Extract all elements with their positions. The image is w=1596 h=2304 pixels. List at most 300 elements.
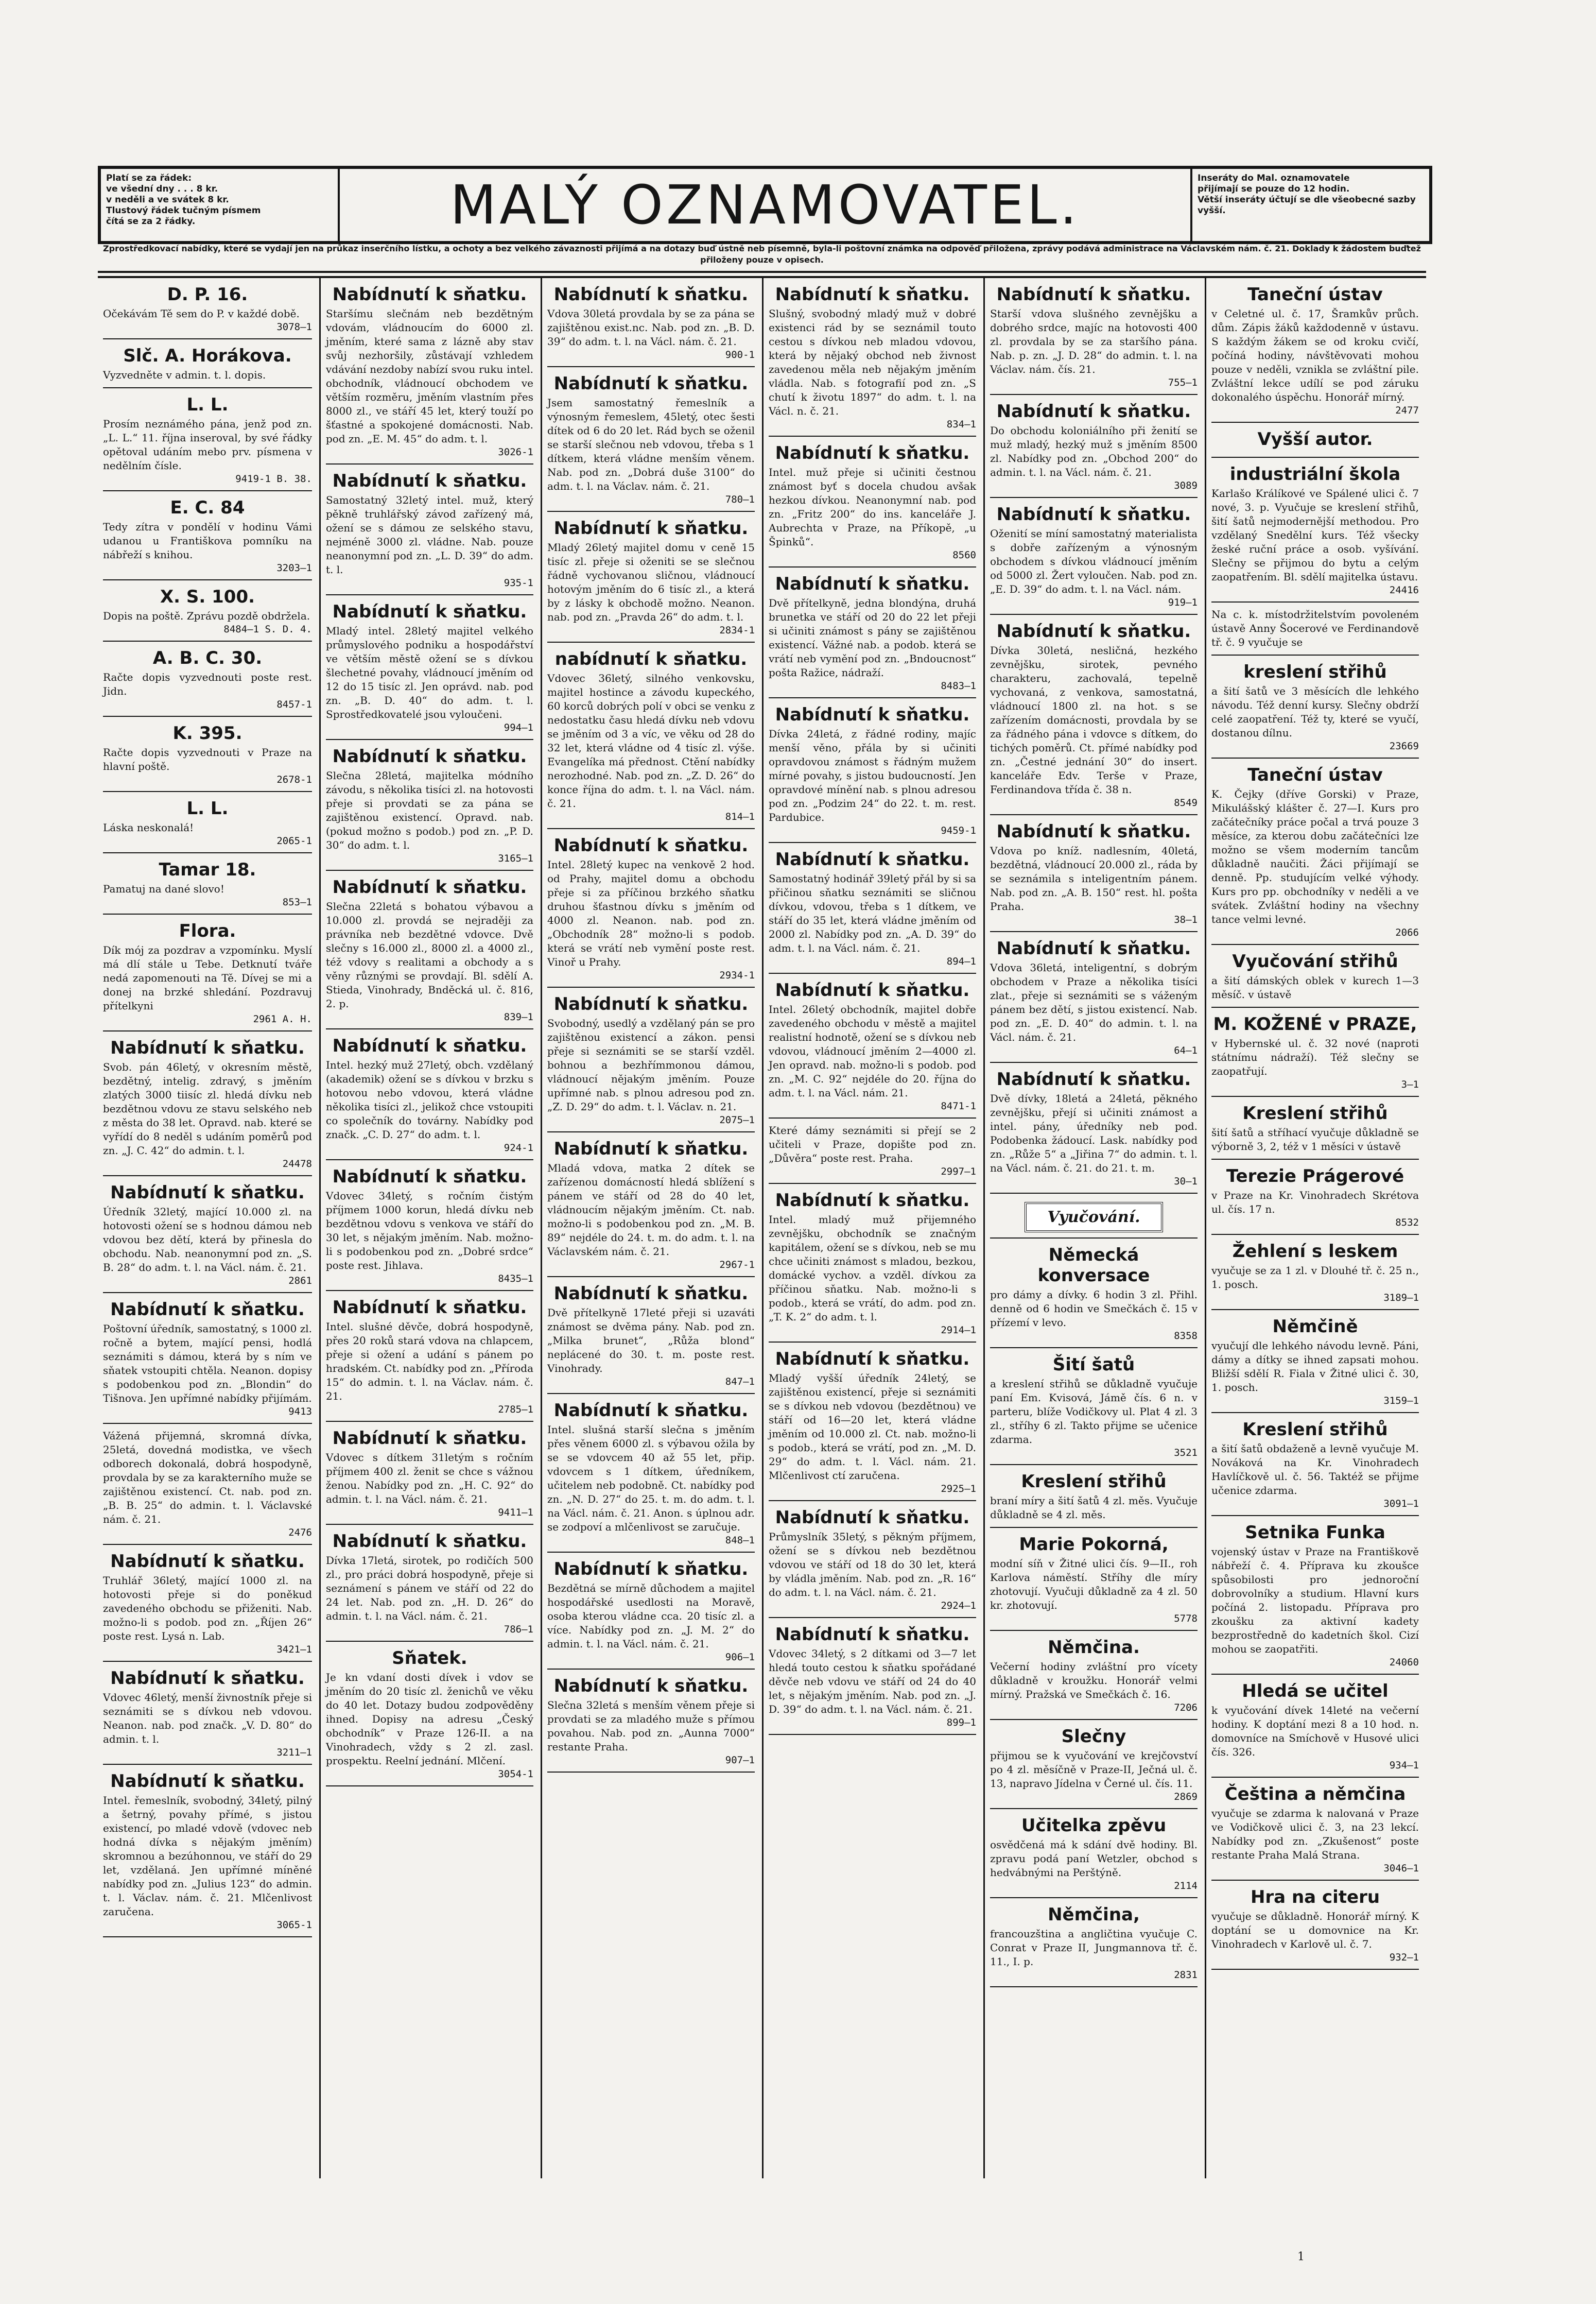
ad-text: Samostatný hodinář 39letý přál by si sa přičinou sňatku seznámiti se sličnou dívkou, vdovou, třeba s 1 dítkem, ve stáří do 35 let, která vládne jměním od 2000 zl. Nabídky pod zn. „A. D. 39“ do adm. t. l. na Václ. nám. č. 21. (769, 872, 976, 954)
ad-text: Vážená přijemná, skromná dívka, 25letá, dovedná modistka, ve všech odborech dokonalá, dobrá hospodyně, provdala by se za karakterního muže se zajištěnou existencí. Ct. nab. pod zn. „B. B. 25“ do admin. t. l. Václavské nám. č. 21. (103, 1430, 312, 1525)
ad-text: K. Čejky (dříve Gorski) v Praze, Mikulášský klášter č. 27—I. Kurs pro začátečníky práce počal a trvá pouze 3 měsíce, za kterou dobu začátečníci lze možno se všem moderním tancům důkladně naučiti. Žáci přijímají se denně. Pp. studujícím velké výhody. Kurs pro pp. obchodníky v neděli a ve svátek. Zvláštní hodiny na všechny tance velmi levné. (1211, 788, 1419, 925)
ad-reference-number: 7206 (1174, 1702, 1198, 1713)
ad-reference-number: 3203—1 (276, 562, 312, 574)
ad-reference-number: 2869 (1174, 1791, 1198, 1802)
classified-ad (547, 370, 755, 512)
ad-reference-number: 8435—1 (498, 1273, 533, 1284)
ad-heading: Hledá se učitel (1242, 1681, 1389, 1701)
classified-ad (1211, 606, 1419, 656)
ad-heading: Učitelka zpěvu (1021, 1815, 1167, 1836)
ad-text: Intel. 28letý kupec na venkově 2 hod. od Prahy, majitel domu a obchodu přeje si za příčinou brzkého sňatku druhou šťastnou dívku s jměním od 4000 zl. Neanon. nab. pod zn. „Obchodník 28“ možno-li s podob. která se vrátí neb vymění poste rest. Vinoř u Prahy. (547, 858, 755, 968)
classified-ad (990, 1723, 1198, 1809)
ad-heading: Nabídnutí k sňatku. (332, 746, 527, 767)
ad-heading: Čeština a němčina (1224, 1784, 1406, 1804)
ad-text: Intel. slušná starší slečna s jměním přes věnem 6000 zl. s výbavou ožila by se se vdovcem 40 až 55 let, přip. vdovcem s 1 dítkem, úředníkem, učitelem neb podobně. Ct. nabídky pod zn. „N. D. 27“ do 25. t. m. do adm. t. l. na Václ. nám. č. 21. Anon. s úplnou adr. se zodpoví a mlčenlivost se zaručuje. (547, 1423, 755, 1533)
ad-reference-number: 847—1 (725, 1376, 755, 1387)
ad-heading: Hra na citeru (1250, 1887, 1380, 1907)
ad-text: a šití šatů ve 3 měsících dle lehkého návodu. Též denní kursy. Slečny obdrží celé zaopatření. Též ty, které se vyučí, dostanou dílnu. (1211, 685, 1419, 739)
ad-text: Očekávám Tě sem do P. v každé době. (103, 307, 300, 320)
classified-ad (990, 1901, 1198, 1987)
ad-reference-number: 3065-1 (276, 1919, 312, 1931)
administration-notice: Zprostředkovací nabídky, které se vydají jen na průkaz inserčního lístku, a ochoty a bez velkého závaznosti přijímá a na dotazy buď ústně neb písemně, byla-li poštovní známka na odpověď přiložena, zprávy podává administrace na Václavském nám. č. 21. Doklady k žádostem buďtež přiloženy pouze v opisech. (98, 243, 1426, 273)
insertion-notice: Inseráty do Mal. oznamovatele přijímají se pouze do 12 hodin. Větší inseráty účtují se dle všeobecné sazby vyšší. (1190, 169, 1429, 241)
ad-text: přijmou se k vyučování ve krejčovství po 4 zl. měsíčně v Praze-II, Ječná ul. č. 13, napravo Jídelna v Černé ul. čís. 11. (990, 1749, 1198, 1790)
ad-heading: Nabídnutí k sňatku. (332, 1297, 527, 1318)
classified-ad (990, 1812, 1198, 1898)
classified-ad (990, 1468, 1198, 1528)
ad-text: v Hybernské ul. č. 32 nové (naproti státnímu nádraží). Též slečny se zaopatřují. (1211, 1037, 1419, 1077)
ad-reference-number: 3421—1 (276, 1644, 312, 1655)
ad-reference-number: 3211—1 (276, 1747, 312, 1758)
ad-heading: Nabídnutí k sňatku. (996, 621, 1191, 642)
ad-heading: Nabídnutí k sňatku. (332, 1428, 527, 1449)
ad-reference-number: 9411—1 (498, 1507, 533, 1518)
ad-reference-number: 906—1 (725, 1652, 755, 1663)
ad-text: Intel. 26letý obchodník, majitel dobře zavedeného obchodu v městě a majitel realistní hodnotě, ožení se s dívkou neb vdovou, vládnoucí jměním 2—4000 zl. Jen opravd. nab. možno-li s podob. pod zn. „M. C. 92“ nejdéle do 20. října do adm. t. l. na Václ. nám. 21. (769, 1003, 976, 1099)
classified-ad (990, 1351, 1198, 1465)
ad-text: vyučuje se za 1 zl. v Dlouhé tř. č. 25 n., 1. posch. (1211, 1264, 1419, 1291)
ad-text: v Celetné ul. č. 17, Šramkův průch. dům. Zápis žáků každodenně v ústavu. S každým žákem se od kroku cvičí, počíná hodiny, návštěvovati mohou pouze v neděli, vznikla se zvláštní pile. Zvláštní lekce udílí se pod záruku dokonalého úspěchu. Honorář mírný. (1211, 307, 1419, 403)
ad-heading: Nabídnutí k sňatku. (775, 284, 970, 305)
ad-reference-number: 2066 (1395, 927, 1419, 938)
ad-heading: Nabídnutí k sňatku. (332, 877, 527, 898)
ad-heading: Slč. A. Horákova. (123, 346, 292, 366)
classified-ad (547, 1280, 755, 1394)
ad-heading: Nabídnutí k sňatku. (775, 1349, 970, 1369)
ad-heading: Němčina, (1048, 1904, 1140, 1925)
ad-text: Staršímu slečnám neb bezdětným vdovám, vládnoucím do 6000 zl. jměním, které sama z lázně aby stav svůj nezhoršily, zůstávají vzhledem vdávání nezdoby nabízí svou ruku intel. obchodník, vládnoucí obchodem ve větším rozměru, jměním vlastním přes 8000 zl., ve stáří 45 let, který touží po šťastné a spokojené domácnosti. Nab. pod zn. „E. M. 45“ do adm. t. l. (326, 307, 533, 445)
ad-reference-number: 2834-1 (719, 625, 755, 636)
ad-reference-number: 2114 (1174, 1880, 1198, 1892)
ad-reference-number: 3—1 (1401, 1079, 1419, 1090)
ad-heading: K. 395. (172, 723, 242, 744)
ad-reference-number: 8549 (1174, 797, 1198, 809)
ad-reference-number: 24060 (1389, 1657, 1419, 1668)
ad-text: Vdova 30letá provdala by se za pána se zajištěnou exist.nc. Nab. pod zn. „B. D. 39“ do adm. t. l. na Václ. nám. č. 21. (547, 307, 755, 348)
classified-ad (769, 1504, 976, 1618)
classified-ad (1211, 1416, 1419, 1516)
classified-ad (547, 646, 755, 829)
ad-heading: Sňatek. (392, 1648, 467, 1669)
ad-heading: Nabídnutí k sňatku. (775, 704, 970, 725)
ad-reference-number: 8457-1 (276, 699, 312, 710)
classified-ad (1211, 659, 1419, 759)
ad-reference-number: 2961 A. H. (253, 1013, 312, 1025)
ad-reference-number: 786—1 (504, 1624, 533, 1635)
classified-ad (547, 1673, 755, 1773)
ad-reference-number: 23669 (1389, 741, 1419, 752)
ad-text: Vdova 36letá, inteligentní, s dobrým obchodem v Praze a několika tisíci zlat., přeje si seznámiti se s váženým pánem bez dětí, s jistou existencí. Nab. pod zn. „E. D. 40“ do admin. t. l. na Václ. nám. č. 21. (990, 961, 1198, 1043)
classified-ad (103, 1427, 312, 1545)
ad-reference-number: 894—1 (946, 956, 976, 967)
ad-text: Vdova po kníž. nadlesním, 40letá, bezdětná, vládnoucí 20.000 zl., ráda by se seznámila s inteligentním pánem. Nab. pod zn. „A. B. 150“ rest. hl. pošta Praha. (990, 845, 1198, 913)
ad-reference-number: 2831 (1174, 1969, 1198, 1981)
ad-text: Truhlář 36letý, mající 1000 zl. na hotovosti přeje si do poněkud zavedeného obchodu se přiženiti. Nab. možno-li s podob. pod zn. „Říjen 26“ poste rest. Lysá n. Lab. (103, 1574, 312, 1642)
ad-text: Svobodný, usedlý a vzdělaný pán se pro zajištěnou existencí a zákon. pensi přeje si seznámiti se se starší vzděl. bohnou a bezhřímmonou dámou, vládnoucí nějakým jměním. Pouze upřímné nab. s plnou adresou pod zn. „Z. D. 29“ do adm. t. l. Václav. n. 21. (547, 1017, 755, 1113)
classified-ad (769, 281, 976, 437)
classified-ad (1211, 1884, 1419, 1970)
classified-ad (990, 501, 1198, 615)
classified-ad (103, 391, 312, 491)
classified-ad (103, 856, 312, 915)
classified-ad (547, 1397, 755, 1553)
ad-text: Tedy zítra v pondělí v hodinu Vámi udanou u Františkova pomníku na nábřeží s knihou. (103, 521, 312, 561)
classified-ad (103, 342, 312, 388)
ad-text: Pamatuj na dané slovo! (103, 883, 224, 895)
ad-text: Láska neskonalá! (103, 821, 194, 834)
ad-text: pro dámy a dívky. 6 hodin 3 zl. Přihl. denně od 6 hodin ve Smečkách č. 15 v přízemí v levo. (990, 1288, 1198, 1329)
newspaper-page (77, 154, 1447, 2183)
ad-text: osvědčená má k sdání dvě hodiny. Bl. zpravu podá paní Wetzler, obchod s hedvábnými na Perštýně. (990, 1838, 1198, 1879)
ad-reference-number: 2477 (1395, 405, 1419, 416)
classified-ad (547, 1556, 755, 1670)
classified-ad (103, 645, 312, 717)
ad-text: šití šatů a stříhací vyučuje důkladně se výborně 3, 2, též v 1 měsíci v ústavě (1211, 1126, 1419, 1153)
ad-text: Poštovní úředník, samostatný, s 1000 zl. ročně a bytem, mající pensi, hodlá seznámiti s dámou, která by s ním ve sňatek vstoupiti chtěla. Neanon. dopisy s podobenkou pod zn. „Blondin“ do Tišnova. Jen upřímné nabídky přijímám. (103, 1322, 313, 1404)
ad-text: Mladý vyšší úředník 24letý, se zajištěnou existencí, přeje si seznámiti se s dívkou neb vdovou (bezdětnou) ve stáří od 16—20 let, která vládne jměním od 10.000 zl. Ct. nab. možno-li s podob., která se vrátí, pod zn. „M. D. 29“ do adm. t. l. Václ. nám. 21. Mlčenlivost ctí zaručena. (769, 1372, 976, 1482)
column-1 (98, 278, 319, 2178)
ad-heading: L. L. (186, 798, 229, 819)
ad-heading: Nabídnutí k sňatku. (553, 994, 749, 1015)
ad-text: vojenský ústav v Praze na Františkově nábřeží č. 4. Příprava ku zkoušce spůsobilosti pro jednoroční dobrovolníky a studium. Hlavní kurs počíná 2. listopadu. Příprava pro zkoušku za aktivní kadety bezprostředně do kadetních škol. Cizí mohou se zaopatřiti. (1211, 1545, 1419, 1655)
ad-text: Vyzvedněte v admin. t. l. dopis. (103, 369, 266, 381)
ad-text: Večerní hodiny zvláštní pro vícety důkladně v kroužku. Honorář velmi mírný. Pražská ve Smečkách č. 16. (990, 1660, 1198, 1700)
ad-text: a šití dámských oblek v kurech 1—3 měsíč. v ústavě (1211, 974, 1419, 1001)
ad-reference-number: 2934-1 (719, 970, 755, 981)
classified-ad (103, 720, 312, 792)
ad-heading: Nabídnutí k sňatku. (332, 471, 527, 491)
classified-ad (103, 795, 312, 853)
ad-heading: Nabídnutí k sňatku. (110, 1299, 305, 1320)
classified-ad (769, 1122, 976, 1184)
ad-heading: Nabídnutí k sňatku. (553, 1676, 749, 1696)
ad-text: Dopis na poště. Zprávu pozdě obdržela. (103, 610, 310, 622)
ad-text: Dívka 30letá, nesličná, hezkého zevnějšku, sirotek, pevného charakteru, zachovalá, tepelně vychovaná, z venkova, samostatná, vládnoucí 1800 zl. na hot. s se zařízením domácnosti, provdala by se za řádného pána i vdovce s dítkem, do tichých poměrů. Ct. přímé nabídky pod zn. „Čestné jednání 30“ do insert. kanceláře Edv. Terše v Praze, Ferdinandova třída č. 38 n. (990, 644, 1198, 796)
ad-columns (98, 276, 1426, 2178)
ad-text: Vdovec 34letý, s 2 dítkami od 3—7 let hledá touto cestou k sňatku spořádané děvče neb vdovu ve stáří od 24 do 40 let, s nějakým jměním. Nab. pod zn. „J. D. 39“ do adm. t. l. na Václ. nám. č. 21. (769, 1647, 976, 1715)
classified-ad (1211, 1519, 1419, 1675)
ad-reference-number: 2861 (288, 1275, 312, 1286)
classified-ad (103, 583, 312, 642)
ad-text: vyučují dle lehkého návodu levně. Páni, dámy a dítky se ihned zapsati mohou. Bližší sdělí R. Fiala v Žitné ulici č. 30, 1. posch. (1211, 1339, 1419, 1394)
ad-text: Svob. pán 46letý, v okresním městě, bezdětný, intelig. zdravý, s jměním zlatých 3000 tiisíc zl. hledá dívku neb bezdětnou vdovu ze stavu selského neb z města do 38 let. Opravd. nab. které se vyřídí do 8 neděl s udáním poměrů pod zn. „J. C. 42“ do admin. t. l. (103, 1061, 312, 1157)
classified-ad (990, 1066, 1198, 1194)
ad-heading: Němčina. (1048, 1637, 1140, 1658)
ad-heading: nabídnutí k sňatku. (554, 649, 748, 669)
ad-heading: Flora. (179, 921, 236, 941)
classified-ad (103, 918, 312, 1031)
classified-ad (1211, 1238, 1419, 1310)
ad-text: Intel. slušné děvče, dobrá hospodyně, přes 20 roků stará vdova na chlapcem, přeje si ožení a udání s pánem po hradském. Ct. nabídky pod zn. „Příroda 15“ do admin. t. l. na Václav. nám. č. 21. (326, 1320, 533, 1402)
ad-text: Oženití se míní samostatný materialista s dobře zařízeným a výnosným obchodem s dívkou vládnoucí jměním od 5000 zl. Žert vyloučen. Nab. pod zn. „E. D. 39“ do adm. t. l. na Václ. nám. (990, 527, 1198, 595)
classified-ad (103, 1768, 312, 1937)
ad-text: Račte dopis vyzvednouti v Praze na hlavní poště. (103, 746, 312, 772)
ad-heading: Žehlení s leskem (1232, 1241, 1398, 1262)
ad-heading: Němčině (1272, 1316, 1358, 1337)
section-header (990, 1197, 1198, 1239)
ad-heading: Nabídnutí k sňatku. (775, 1624, 970, 1645)
classified-ad (547, 991, 755, 1132)
classified-ad (103, 1035, 312, 1176)
classified-ad (990, 1634, 1198, 1720)
classified-ad (103, 1665, 312, 1765)
classified-ad (547, 1136, 755, 1277)
ad-reference-number: 839—1 (504, 1011, 533, 1023)
classified-ad (1211, 948, 1419, 1008)
ad-reference-number: 834—1 (946, 419, 976, 430)
ad-reference-number: 8471-1 (941, 1101, 976, 1112)
ad-text: Mladý intel. 28letý majitel velkého průmyslového podniku a hospodářství ve větším městě ožení se s dívkou šlechetné povahy, vládnoucí jměním od 12 do 15 tisíc zl. Jen oprávd. nab. pod zn. „B. D. 40“ do adm. t. l. Sprostředkovatelé jsou vyloučeni. (326, 625, 533, 720)
ad-heading: X. S. 100. (160, 587, 255, 607)
ad-heading: Nabídnutí k sňatku. (553, 1559, 749, 1579)
classified-ad (990, 1242, 1198, 1348)
ad-reference-number: 934—1 (1389, 1760, 1419, 1771)
classified-ad (1211, 1163, 1419, 1235)
classified-ad (1211, 461, 1419, 603)
ad-reference-number: 8532 (1395, 1217, 1419, 1228)
ad-text: Dívka 17letá, sirotek, po rodičích 500 zl., pro práci dobrá hospodyně, přeje si seznámení s pánem ve stáří od 22 do 24 let. Nab. pod zn. „H. D. 26“ do admin. t. l. na Václ. nám. č. 21. (326, 1554, 533, 1622)
classified-ad (769, 977, 976, 1119)
ad-reference-number: 2075—1 (719, 1114, 755, 1126)
ad-heading: Nabídnutí k sňatku. (775, 849, 970, 870)
classified-ad (1211, 1100, 1419, 1160)
ad-text: Dvě dívky, 18letá a 24letá, pěkného zevnějšku, přejí si učiniti známost a intel. pány, úředníky neb pod. Podobenka žádoucí. Lask. nabídky pod zn. „Růže 5“ a „Jiřina 7“ do admin. t. l. na Václ. nám. č. 21. do 21. t. m. (990, 1092, 1198, 1174)
ad-heading: E. C. 84 (170, 497, 245, 518)
ad-heading: Nabídnutí k sňatku. (332, 284, 527, 305)
ad-heading: Taneční ústav (1247, 765, 1383, 785)
classified-ad (990, 1531, 1198, 1631)
ad-heading: Kreslení střihů (1242, 1103, 1388, 1124)
column-5 (983, 278, 1205, 2178)
ad-reference-number: 994—1 (504, 722, 533, 733)
ad-reference-number: 2785—1 (498, 1404, 533, 1415)
column-2 (319, 278, 541, 2178)
ad-text: k vyučování dívek 14leté na večerní hodiny. K doptání mezi 8 a 10 hod. n. domovníce na Smíchově v Husové ulici čís. 326. (1211, 1704, 1419, 1758)
ad-heading: Taneční ústav (1247, 284, 1383, 305)
ad-reference-number: 3159—1 (1383, 1395, 1419, 1406)
ad-reference-number: 24416 (1389, 584, 1419, 596)
ad-text: v Praze na Kr. Vinohradech Skrétova ul. čís. 17 n. (1211, 1189, 1419, 1215)
classified-ad (1211, 281, 1419, 423)
classified-ad (326, 1033, 533, 1160)
classified-ad (990, 618, 1198, 815)
ad-text: francouzština a angličtina vyučuje C. Conrat v Praze II, Jungmannova tř. č. 11., I. p. (990, 1928, 1198, 1968)
ad-text: Dívka 24letá, z řádné rodiny, majíc menší věno, přála by si učiniti opravdovou známost s řádným mužem mírné povahy, s jistou budoucností. Jen opravdové mínění nab. s plnou adresou pod zn. „Podzim 24“ do 22. t. m. rest. Pardubice. (769, 728, 976, 823)
ad-heading: Nabídnutí k sňatku. (332, 1036, 527, 1056)
ad-reference-number: 2065-1 (276, 835, 312, 847)
ad-reference-number: 3091—1 (1383, 1498, 1419, 1509)
classified-ad (103, 1296, 312, 1424)
classified-ad (326, 281, 533, 465)
classified-ad (547, 832, 755, 988)
classified-ad (326, 874, 533, 1029)
ad-heading: Kreslení střihů (1242, 1419, 1388, 1440)
classified-ad (326, 1163, 533, 1291)
ad-heading: Nabídnutí k sňatku. (553, 1139, 749, 1159)
classified-ad (769, 440, 976, 568)
ad-reference-number: 64—1 (1174, 1045, 1198, 1056)
classified-ad (769, 701, 976, 843)
ad-heading: Nabídnutí k sňatku. (996, 401, 1191, 422)
ad-reference-number: 3189—1 (1383, 1292, 1419, 1303)
ad-reference-number: 2997—1 (941, 1166, 976, 1177)
ad-text: a šití šatů obdaženě a levně vyučuje M. Nováková na Kr. Vinohradech Havlíčkově ul. č. 56. Taktéž se přijme učenice zdarma. (1211, 1442, 1419, 1497)
ad-heading: Nabídnutí k sňatku. (553, 284, 749, 305)
classified-ad (769, 846, 976, 974)
ad-text: vyučuje se důkladně. Honorář mírný. K doptání se u domovnice na Kr. Vinohradech v Karlově ul. č. 7. (1211, 1910, 1419, 1950)
ad-heading: Nabídnutí k sňatku. (775, 1507, 970, 1528)
ad-heading: Nabídnutí k sňatku. (553, 518, 749, 539)
ad-text: Dík mój za pozdrav a vzpomínku. Myslí má dlí stále u Tebe. Detknutí tváře nedá zapomenouti na Tě. Dívej se mi a donej na brzké shledání. Pozdravuj přítelkyni (103, 944, 312, 1012)
ad-text: Intel. hezký muž 27letý, obch. vzdělaný (akademik) ožení se s dívkou v brzku s hotovou nebo vdovou, která vládne několika tisíci zl., jelikož chce vstoupiti co společník do továrny. Nabídky pod značk. „C. D. 27“ do adm. t. l. (326, 1059, 533, 1141)
ad-text: Vdovec 34letý, s ročním čistým příjmem 1000 korun, hledá dívku neb bezdětnou vdovu s venkova ve stáří do 30 let, s nějakým jměním. Nab. možno-li s podobenkou pod zn. „Dobré srdce“ poste rest. Jihlava. (326, 1190, 533, 1271)
ad-text: braní míry a šití šatů 4 zl. měs. Vyučuje důkladně se 4 zl. měs. (990, 1494, 1198, 1521)
ad-text: Vdovec 36letý, silného venkovsku, majitel hostince a závodu kupeckého, 60 korců dobrých polí v obci se venku z nedostatku času hledá dívku neb vdovu se jměním od 3 a víc, ve věku od 28 do 32 let, která vládne od 4 tisíc zl. výše. Evangelíka má přednost. Ctění nabídky nerozhodné. Nab. pod zn. „Z. D. 26“ do konce října do adm. t. l. na Václ. nám. č. 21. (547, 672, 755, 810)
ad-reference-number: 853—1 (282, 897, 312, 908)
ad-text: Průmyslník 35letý, s pěkným příjmem, ožení se s dívkou neb bezdětnou vdovou ve stáří od 18 do 30 let, která by vládla jměním. Nab. pod zn. „R. 16“ do adm. t. l. na Václ. nám. č. 21. (769, 1531, 976, 1598)
classified-ad (1211, 1313, 1419, 1413)
ad-heading: Nabídnutí k sňatku. (775, 443, 970, 463)
ad-heading: Vyučování střihů (1232, 951, 1398, 972)
ad-text: Mladý 26letý majitel domu v ceně 15 tisíc zl. přeje si oženiti se se slečnou řádně vychovanou sličnou, vládnoucí hotovým jměním do 6 tisíc zl., a která by z lásky k obchodě možno. Neanon. nab. pod zn. „Pravda 26“ do adm. t. l. (547, 541, 755, 623)
page-number: 1 (1297, 2250, 1305, 2263)
ad-heading: Nabídnutí k sňatku. (110, 1551, 305, 1572)
ad-heading: Nabídnutí k sňatku. (110, 1668, 305, 1689)
classified-ad (1211, 1678, 1419, 1778)
ad-heading: Nabídnutí k sňatku. (332, 1531, 527, 1552)
ad-heading: Kreslení střihů (1021, 1471, 1167, 1492)
ad-reference-number: 9419-1 B. 38. (235, 473, 312, 485)
ad-heading: Nabídnutí k sňatku. (110, 1182, 305, 1203)
classified-ad (769, 1621, 976, 1735)
ad-reference-number: 5778 (1174, 1613, 1198, 1624)
ad-heading: industriální škola (1229, 464, 1401, 485)
ad-text: Dvě přítelkyně, jedna blondýna, druhá brunetka ve stáří od 20 do 22 let přeji si učiniti známost s pány se zajištěnou existencí. Vážné nab. a podob. která se vrátí neb vymění pod zn. „Bndoucnost“ pošta Ražice, nádraží. (769, 597, 976, 679)
ad-reference-number: 932—1 (1389, 1952, 1419, 1963)
ad-reference-number: 2925—1 (941, 1483, 976, 1494)
ad-heading: Nabídnutí k sňatku. (553, 373, 749, 394)
classified-ad (326, 468, 533, 595)
ad-text: modní síň v Žitné ulici čís. 9—II., roh Karlova náměstí. Stříhy dle míry zhotovují. Vyučuji důkladně za 4 zl. 50 kr. zhotovují. (990, 1557, 1198, 1611)
ad-heading: Nabídnutí k sňatku. (775, 1190, 970, 1211)
ad-heading: Šití šatů (1052, 1354, 1135, 1375)
ad-reference-number: 3165—1 (498, 853, 533, 864)
ad-reference-number: 3046—1 (1383, 1863, 1419, 1874)
ad-reference-number: 30—1 (1174, 1176, 1198, 1187)
masthead (98, 166, 1432, 244)
ad-heading: Nabídnutí k sňatku. (996, 938, 1191, 959)
ad-text: Vdovec 46letý, menší živnostník přeje si seznámiti se s dívkou neb vdovou. Neanon. nab. pod značk. „V. D. 80“ do admin. t. l. (103, 1691, 312, 1745)
ad-heading: Nabídnutí k sňatku. (996, 504, 1191, 525)
classified-ad (990, 281, 1198, 395)
ad-text: Starší vdova slušného zevnějšku a dobrého srdce, majíc na hotovosti 400 zl. provdala by se za staršího pána. Nab. p. zn. „J. D. 28“ do admin. t. l. na Václav. nám. čís. 21. (990, 307, 1198, 375)
ad-text: Slečna 28letá, majitelka módního závodu, s několika tisíci zl. na hotovosti přeje si provdati se za pána se zajištěnou existencí. Opravd. nab. (pokud možno s podob.) pod zn. „P. D. 30“ do adm. t. l. (326, 769, 533, 851)
ad-heading: Nabídnutí k sňatku. (332, 601, 527, 622)
ad-reference-number: 8484—1 S. D. 4. (223, 624, 312, 635)
ad-reference-number: 8358 (1174, 1330, 1198, 1342)
ad-heading: L. L. (186, 394, 229, 415)
ad-heading: Slečny (1061, 1726, 1126, 1747)
classified-ad (326, 598, 533, 740)
column-3 (541, 278, 762, 2178)
ad-reference-number: 2967-1 (719, 1259, 755, 1270)
ad-text: Samostatný 32letý intel. muž, který pěkně truhlářský závod zařízený má, ožení se s dámou ze selského stavu, nejméně 3000 zl. vládne. Nab. pouze neanonymní pod zn. „L. D. 39“ do adm. t. l. (326, 494, 533, 576)
ad-heading: Nabídnutí k sňatku. (110, 1771, 305, 1792)
classified-ad (326, 1645, 533, 1786)
classified-ad (103, 494, 312, 580)
ad-text: Bezdětná se mírně důchodem a majitel hospodářské usedlosti na Moravě, osoba kterou vládne cca. 20 tisíc zl. a více. Nabídky pod zn. „J. M. 2“ do admin. t. l. na Václ. nám. č. 21. (547, 1582, 755, 1650)
ad-reference-number: 38—1 (1174, 914, 1198, 925)
ad-reference-number: 848—1 (725, 1535, 755, 1546)
section-title: Vyučování. (1025, 1202, 1163, 1232)
ad-text: Slečna 22letá s bohatou výbavou a 10.000 zl. provdá se nejraději za právníka neb bezdětné vdovce. Dvě slečny s 16.000 zl., 8000 zl. a 4000 zl., též vdovy s realitami a obchody a s věny různými se provdají. Bl. sdělí A. Stieda, Vinohrady, Bnděcká ul. č. 816, 2. p. (326, 900, 533, 1010)
classified-ad (1211, 1011, 1419, 1097)
ad-reference-number: 3026-1 (498, 446, 533, 458)
ad-reference-number: 935-1 (504, 577, 533, 589)
classified-ad (1211, 1781, 1419, 1881)
ad-reference-number: 3054-1 (498, 1768, 533, 1780)
ad-text: Račte dopis vyzvednouti poste rest. Jidn. (103, 671, 312, 697)
classified-ad (1211, 426, 1419, 458)
classified-ad (103, 1179, 312, 1293)
ad-reference-number: 9413 (288, 1406, 312, 1417)
ad-text: Intel. řemeslník, svobodný, 34letý, pilný a šetrný, povahy přímé, s jistou existencí, po mladé vdově (vdovec neb hodná dívka s nějakým jměním) skromnou a bezúhonnou, ve stáří do 29 let, vzdělaná. Jen upřímné míněné nabídky pod zn. „Julius 123“ do admin. t. l. Václav. nám. č. 21. Mlčenlivost zaručena. (103, 1794, 312, 1918)
ad-text: Na c. k. místodržitelstvím povoleném ústavě Anny Šocerové ve Ferdinandově tř. č. 9 vyučuje se (1211, 608, 1419, 648)
ad-reference-number: 907—1 (725, 1755, 755, 1766)
ad-heading: Nabídnutí k sňatku. (996, 1069, 1191, 1090)
classified-ad (990, 818, 1198, 932)
ad-heading: D. P. 16. (167, 284, 248, 305)
ad-reference-number: 2924—1 (941, 1600, 976, 1611)
ad-text: vyučuje se zdarma k nalovaná v Praze ve Vodičkově ulici č. 3, na 23 lekcí. Nabídky pod zn. „Zkušenost“ poste restante Praha Malá Strana. (1211, 1807, 1419, 1861)
ad-text: Slušný, svobodný mladý muž v dobré existenci rád by se seznámil touto cestou s dívkou neb mladou vdovou, která by nějaký obchod neb živnost zavedenou měla neb nějakým jměním vládla. Nab. s fotografií pod zn. „S chutí k životu 1897“ do adm. t. l. na Václ. n. č. 21. (769, 307, 976, 417)
page-title: MALÝ OZNAMOVATEL. (450, 174, 1080, 236)
ad-reference-number: 899—1 (946, 1717, 976, 1728)
ad-heading: Terezie Prágerové (1226, 1166, 1404, 1187)
classified-ad (547, 281, 755, 367)
classified-ad (326, 1425, 533, 1525)
ad-heading: Nabídnutí k sňatku. (775, 574, 970, 594)
column-6 (1205, 278, 1426, 2178)
ad-reference-number: 3089 (1174, 480, 1198, 491)
ad-heading: Nabídnutí k sňatku. (996, 284, 1191, 305)
classified-ad (1211, 762, 1419, 945)
ad-heading: A. B. C. 30. (152, 648, 263, 668)
ad-text: Do obchodu koloniálního při ženití se muž mladý, hezký muž s jměním 8500 zl. Nabídky pod zn. „Obchod 200“ do admin. t. l. na Václ. nám. č. 21. (990, 424, 1198, 478)
ad-heading: Setnika Funka (1245, 1522, 1385, 1543)
pricing-notice: Platí se za řádek: ve všední dny . . . 8 kr. v neděli a ve svátek 8 kr. Tlustový řádek tučným písmem čítá se za 2 řádky. (101, 169, 340, 241)
ad-heading: Nabídnutí k sňatku. (775, 980, 970, 1001)
ad-reference-number: 9459-1 (941, 825, 976, 836)
ad-reference-number: 3521 (1174, 1447, 1198, 1458)
classified-ad (103, 281, 312, 339)
ad-text: Mladá vdova, matka 2 dítek se zařízenou domácností hledá sblížení s pánem ve stáří od 28 do 40 let, vládnoucím nějakým jměním. Ct. nab. možno-li s podobenkou pod zn. „M. B. 89“ nejdéle do 24. t. m. do adm. t. l. na Václavském nám. č. 21. (547, 1162, 755, 1258)
ad-reference-number: 2476 (288, 1527, 312, 1538)
ad-reference-number: 900-1 (725, 349, 755, 360)
ad-reference-number: 924-1 (504, 1142, 533, 1154)
ad-text: Vdovec s dítkem 31letým s ročním příjmem 400 zl. ženit se chce s vážnou ženou. Nabídky pod zn. „H. C. 92“ do admin. t. l. na Václ. nám. č. 21. (326, 1451, 533, 1505)
ad-reference-number: 2678-1 (276, 774, 312, 785)
ad-heading: Nabídnutí k sňatku. (553, 835, 749, 856)
ad-reference-number: 8483—1 (941, 680, 976, 692)
classified-ad (769, 1187, 976, 1343)
classified-ad (326, 1528, 533, 1642)
classified-ad (547, 515, 755, 643)
ad-text: Úředník 32letý, mající 10.000 zl. na hotovosti ožení se s hodnou dámou neb vdovou bez dětí, která by přinesla do obchodu. Nab. neanonymní pod zn. „S. B. 28“ do adm. t. l. na Václ. nám. č. 21. (103, 1206, 312, 1274)
classified-ad (769, 1346, 976, 1501)
ad-heading: M. KOŽENÉ v PRAZE, (1213, 1014, 1417, 1035)
ad-reference-number: 780—1 (725, 494, 755, 505)
